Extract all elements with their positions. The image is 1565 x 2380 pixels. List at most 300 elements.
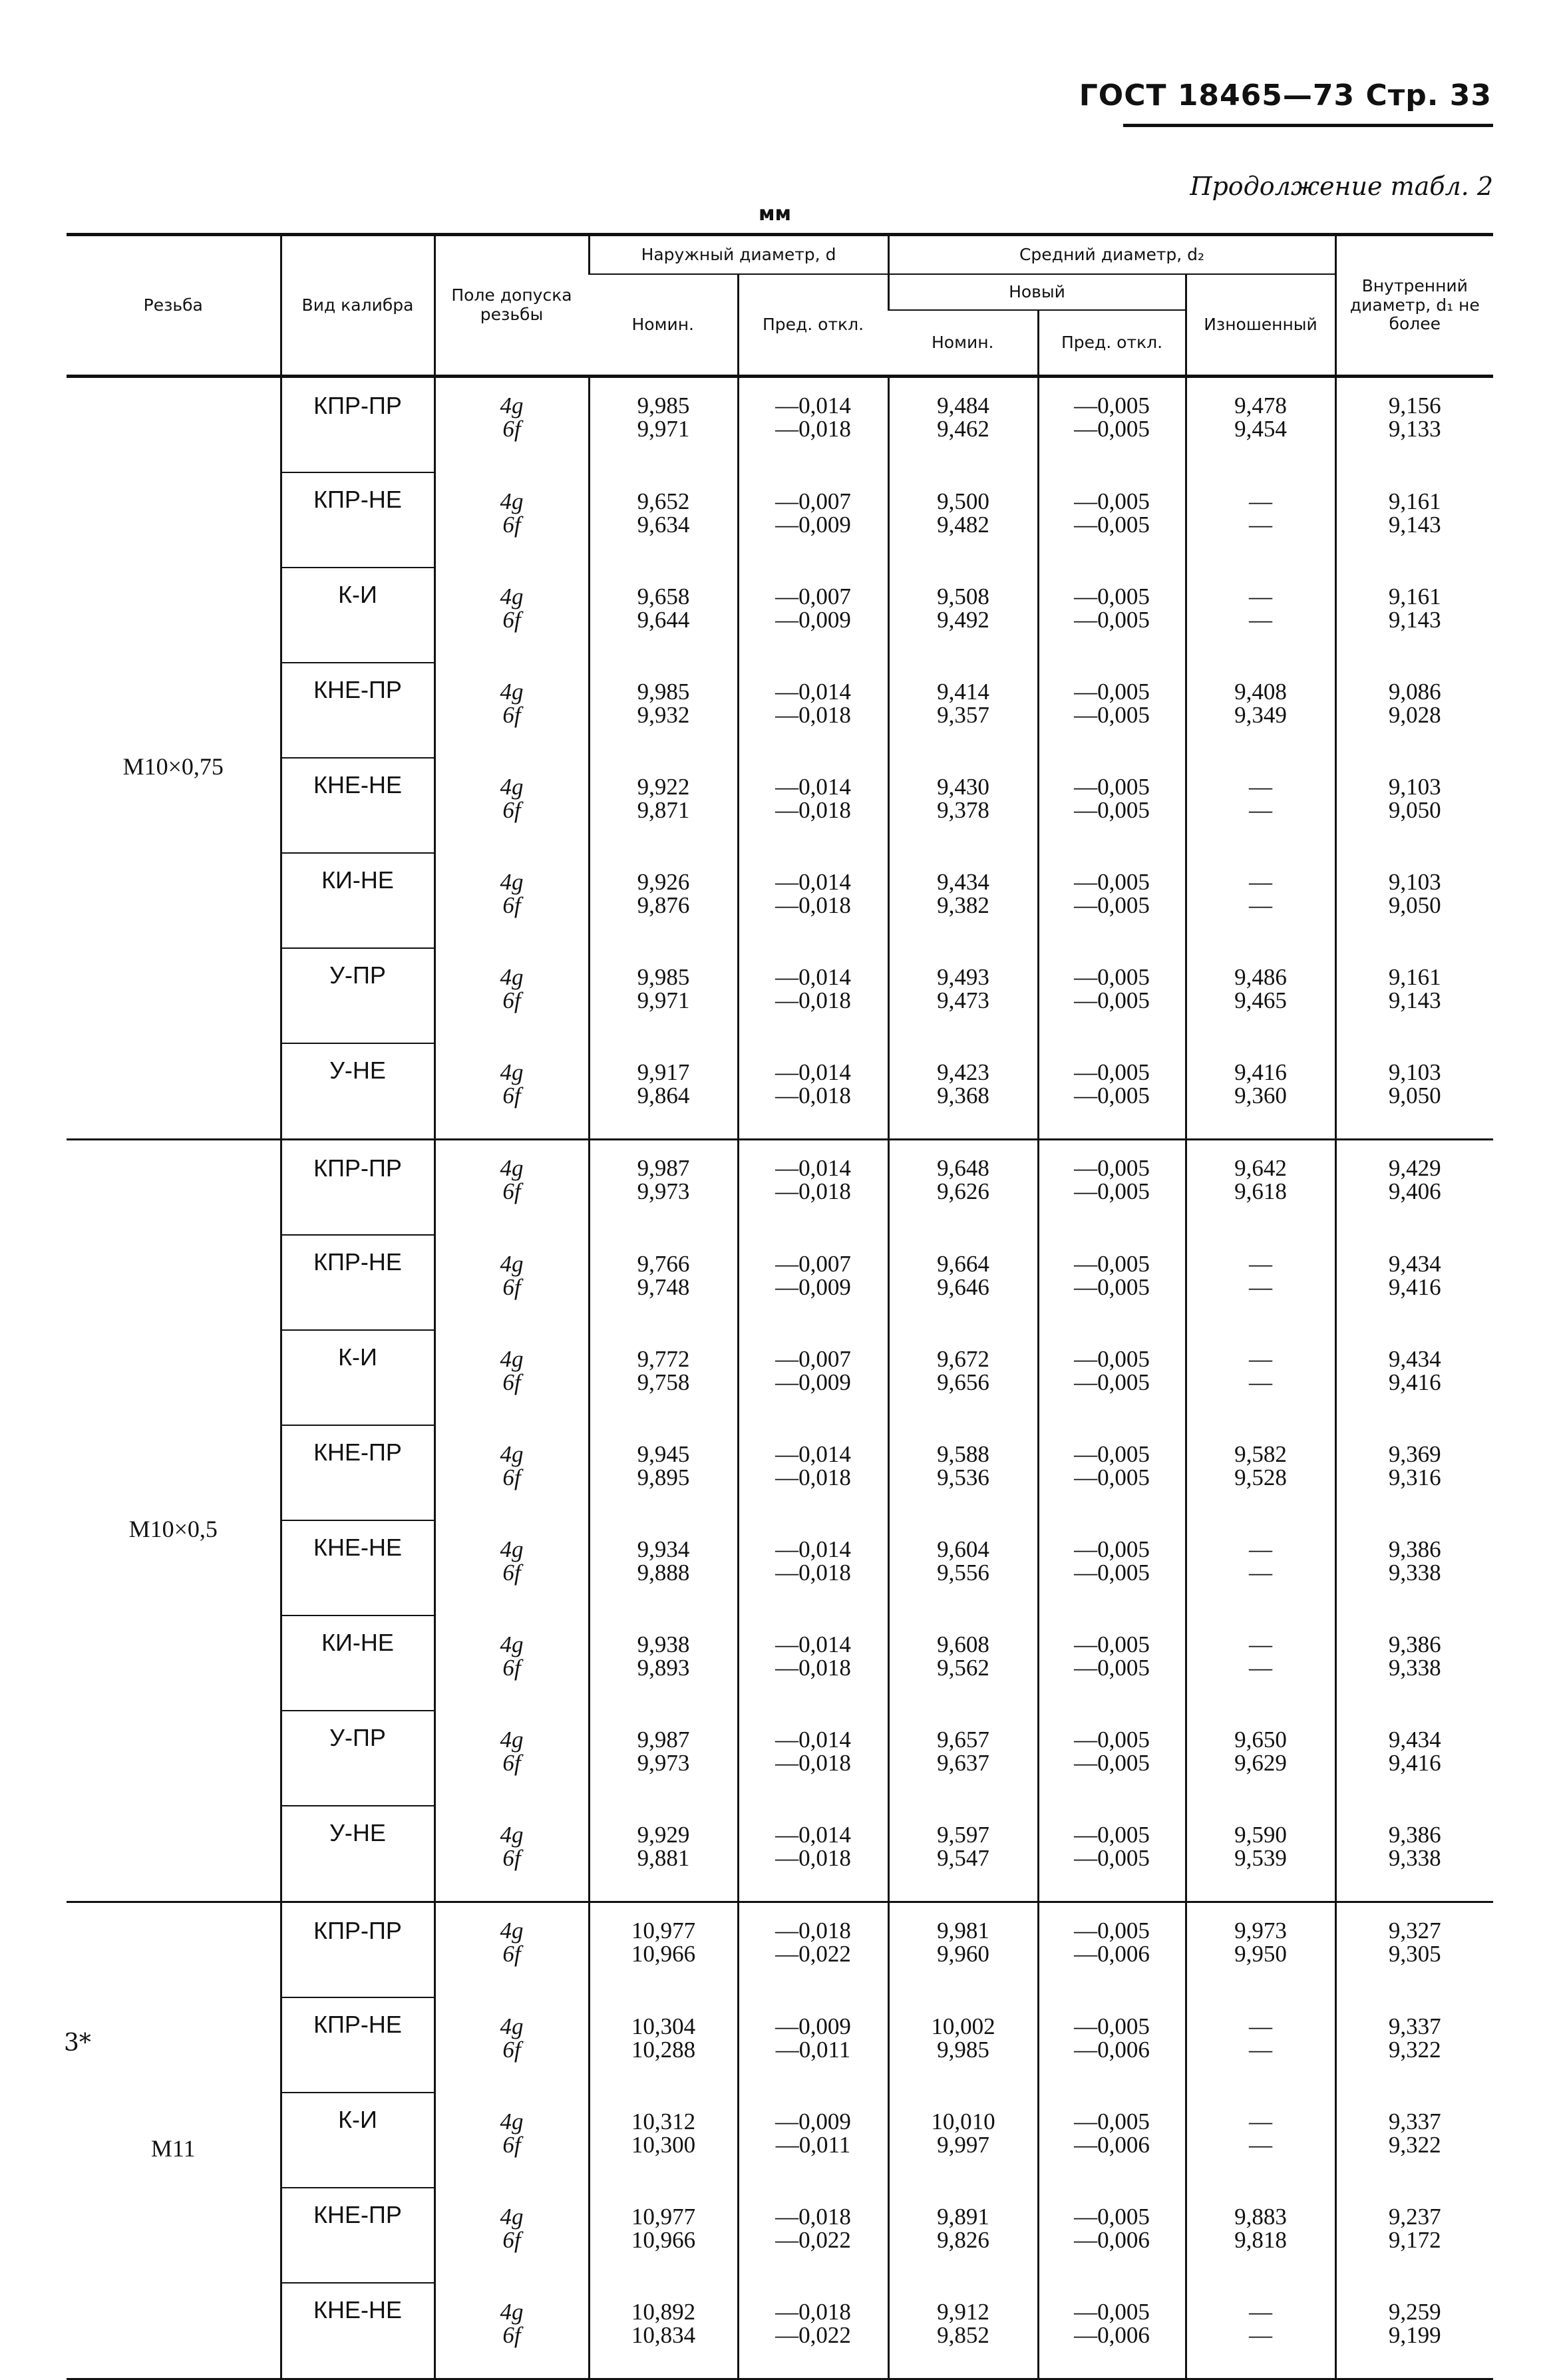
worn-diameter-cell-value: — [1249,1655,1273,1681]
gauge-type-cell: КНЕ-ПР [281,1425,435,1520]
table-row [67,568,1493,663]
gauge-type-cell: КНЕ-ПР [281,663,435,758]
outer-deviation-cell [738,1615,888,1711]
pitch-nominal-cell-value: 9,378 [937,797,989,823]
pitch-deviation-cell-value: —0,005 [1074,1178,1150,1204]
outer-nominal-cell [589,2188,738,2283]
outer-deviation-cell-value: —0,007 [775,488,851,514]
tolerance-cell-value: 4g [500,1346,524,1372]
worn-diameter-cell-value: — [1249,1274,1273,1300]
tolerance-cell-value: 6f [502,2037,521,2063]
outer-deviation-cell-value: —0,014 [775,1155,851,1181]
outer-nominal-cell-value: 10,892 [631,2299,696,2325]
outer-nominal-cell [589,1997,738,2093]
outer-nominal-cell-value: 9,987 [637,1155,690,1181]
col-header-outer-diameter: Наружный диаметр, d [589,235,888,275]
pitch-deviation-cell [1038,2188,1186,2283]
tolerance-cell-value: 4g [500,1631,524,1657]
worn-diameter-cell-value: 9,454 [1234,416,1287,442]
outer-nominal-cell-value: 9,871 [637,797,690,823]
gauge-type-cell: У-ПР [281,948,435,1043]
outer-deviation-cell-value: —0,009 [775,2109,851,2134]
outer-nominal-cell [589,1425,738,1520]
inner-diameter-cell-value: 9,322 [1388,2037,1441,2063]
worn-diameter-cell [1186,2188,1335,2283]
pitch-deviation-cell-value: —0,005 [1074,1845,1150,1871]
inner-diameter-cell-value: 9,386 [1388,1631,1441,1657]
gauge-type-cell: КПР-ПР [281,1140,435,1236]
thread-cell: M11 [67,1902,281,2379]
pitch-deviation-cell [1038,663,1186,758]
pitch-nominal-cell-value: 9,637 [937,1750,989,1776]
pitch-deviation-cell-value: —0,005 [1074,702,1150,728]
pitch-deviation-cell-value: —0,005 [1074,1918,1150,1944]
gauge-type-cell: КПР-НЕ [281,1997,435,2093]
pitch-nominal-cell [888,948,1038,1043]
pitch-nominal-cell [888,2283,1038,2379]
outer-nominal-cell-value: 10,304 [631,2013,696,2039]
pitch-deviation-cell-value: —0,005 [1074,1631,1150,1657]
pitch-deviation-cell-value: —0,005 [1074,1822,1150,1848]
outer-deviation-cell-value: —0,009 [775,1274,851,1300]
tolerance-cell-value: 4g [500,679,524,705]
col-header-worn: Изношенный [1186,274,1335,377]
inner-diameter-cell-value: 9,086 [1388,679,1441,705]
tolerance-cell [435,1997,589,2093]
outer-nominal-cell-value: 10,966 [631,1941,696,1967]
outer-deviation-cell-value: —0,014 [775,679,851,705]
inner-diameter-cell [1335,1235,1493,1330]
inner-diameter-cell-value: 9,133 [1388,416,1441,442]
outer-nominal-cell-value: 9,934 [637,1536,690,1562]
tolerance-cell-value: 4g [500,1155,524,1181]
outer-deviation-cell-value: —0,014 [775,964,851,990]
worn-diameter-cell-value: 9,973 [1234,1918,1287,1944]
tolerance-cell-value: 4g [500,2299,524,2325]
outer-nominal-cell-value: 9,973 [637,1178,690,1204]
gauge-type-cell: КНЕ-НЕ [281,1520,435,1615]
outer-nominal-cell [589,377,738,473]
pitch-nominal-cell-value: 9,985 [937,2037,989,2063]
table-row [67,1043,1493,1140]
inner-diameter-cell-value: 9,103 [1388,1059,1441,1085]
outer-nominal-cell-value: 10,977 [631,1918,696,1944]
outer-nominal-cell-value: 9,876 [637,892,690,918]
gauge-type-cell: У-НЕ [281,1806,435,1902]
inner-diameter-cell [1335,1330,1493,1425]
pitch-deviation-cell-value: —0,006 [1074,1941,1150,1967]
outer-deviation-cell-value: —0,014 [775,1727,851,1753]
inner-diameter-cell-value: 9,103 [1388,869,1441,895]
worn-diameter-cell-value: 9,408 [1234,679,1287,705]
tolerance-cell [435,1425,589,1520]
outer-nominal-cell [589,1806,738,1902]
tolerance-cell-value: 4g [500,1536,524,1562]
inner-diameter-cell [1335,1140,1493,1236]
tolerance-cell-value: 6f [502,1083,521,1108]
pitch-deviation-cell [1038,1425,1186,1520]
worn-diameter-cell-value: 9,528 [1234,1464,1287,1490]
pitch-deviation-cell-value: —0,005 [1074,987,1150,1013]
pitch-nominal-cell [888,1043,1038,1140]
outer-deviation-cell-value: —0,018 [775,892,851,918]
outer-deviation-cell-value: —0,014 [775,393,851,419]
outer-deviation-cell-value: —0,018 [775,987,851,1013]
table-row [67,1997,1493,2093]
outer-deviation-cell-value: —0,022 [775,2322,851,2348]
outer-nominal-cell [589,853,738,948]
pitch-deviation-cell [1038,1711,1186,1806]
pitch-nominal-cell-value: 9,656 [937,1369,989,1395]
outer-nominal-cell [589,1902,738,1998]
pitch-deviation-cell [1038,1520,1186,1615]
pitch-deviation-cell-value: —0,005 [1074,607,1150,633]
pitch-nominal-cell-value: 9,556 [937,1560,989,1586]
tolerance-cell-value: 6f [502,607,521,633]
outer-deviation-cell-value: —0,014 [775,869,851,895]
unit-label: мм [759,202,792,226]
worn-diameter-cell-value: — [1249,488,1273,514]
outer-nominal-cell [589,663,738,758]
tolerance-cell [435,1235,589,1330]
outer-deviation-cell [738,853,888,948]
tolerance-cell-value: 6f [502,1178,521,1204]
pitch-deviation-cell-value: —0,005 [1074,1536,1150,1562]
pitch-nominal-cell-value: 9,368 [937,1083,989,1108]
pitch-deviation-cell-value: —0,005 [1074,1059,1150,1085]
pitch-deviation-cell-value: —0,005 [1074,1464,1150,1490]
worn-diameter-cell-value: — [1249,2132,1273,2158]
outer-deviation-cell-value: —0,018 [775,797,851,823]
outer-nominal-cell [589,948,738,1043]
outer-deviation-cell-value: —0,022 [775,2227,851,2253]
inner-diameter-cell-value: 9,143 [1388,607,1441,633]
outer-deviation-cell [738,948,888,1043]
worn-diameter-cell-value: 9,360 [1234,1083,1287,1108]
tolerance-cell-value: 4g [500,774,524,800]
pitch-deviation-cell-value: —0,006 [1074,2132,1150,2158]
tolerance-cell-value: 4g [500,1822,524,1848]
tolerance-cell-value: 4g [500,393,524,419]
table-row [67,1806,1493,1902]
col-header-pitch-nominal: Номин. [888,310,1038,377]
table-row [67,1235,1493,1330]
tolerance-cell-value: 4g [500,1727,524,1753]
worn-diameter-cell [1186,1140,1335,1236]
inner-diameter-cell [1335,758,1493,853]
pitch-deviation-cell-value: —0,005 [1074,2013,1150,2039]
worn-diameter-cell [1186,1997,1335,2093]
tolerance-cell [435,377,589,473]
inner-diameter-cell-value: 9,028 [1388,702,1441,728]
pitch-nominal-cell-value: 9,500 [937,488,989,514]
tolerance-cell-value: 6f [502,1750,521,1776]
inner-diameter-cell-value: 9,416 [1388,1369,1441,1395]
pitch-nominal-cell-value: 9,912 [937,2299,989,2325]
worn-diameter-cell [1186,1902,1335,1998]
pitch-nominal-cell [888,472,1038,568]
pitch-nominal-cell-value: 9,597 [937,1822,989,1848]
outer-deviation-cell-value: —0,014 [775,1441,851,1467]
table-row [67,1425,1493,1520]
inner-diameter-cell-value: 9,337 [1388,2013,1441,2039]
outer-deviation-cell-value: —0,009 [775,512,851,538]
pitch-deviation-cell-value: —0,005 [1074,1441,1150,1467]
pitch-nominal-cell-value: 9,473 [937,987,989,1013]
tolerance-cell [435,1711,589,1806]
outer-nominal-cell-value: 9,864 [637,1083,690,1108]
thread-cell: M10×0,5 [67,1140,281,1902]
inner-diameter-cell [1335,2093,1493,2188]
gauge-type-cell: У-ПР [281,1711,435,1806]
outer-deviation-cell [738,758,888,853]
tolerance-cell-value: 6f [502,1845,521,1871]
tolerance-cell [435,1806,589,1902]
pitch-nominal-cell [888,1615,1038,1711]
pitch-deviation-cell-value: —0,005 [1074,584,1150,609]
worn-diameter-cell-value: — [1249,584,1273,609]
outer-deviation-cell-value: —0,018 [775,702,851,728]
worn-diameter-cell [1186,948,1335,1043]
tolerance-cell-value: 6f [502,1941,521,1967]
pitch-nominal-cell [888,1806,1038,1902]
tolerance-cell-value: 6f [502,512,521,538]
pitch-nominal-cell-value: 9,997 [937,2132,989,2158]
tolerance-cell [435,663,589,758]
pitch-deviation-cell-value: —0,005 [1074,797,1150,823]
tolerance-cell [435,758,589,853]
gauge-type-cell: КПР-ПР [281,377,435,473]
pitch-deviation-cell [1038,1997,1186,2093]
worn-diameter-cell-value: — [1249,607,1273,633]
col-header-new: Новый [888,274,1186,310]
inner-diameter-cell-value: 9,259 [1388,2299,1441,2325]
tolerance-cell-value: 6f [502,2322,521,2348]
pitch-nominal-cell-value: 9,852 [937,2322,989,2348]
outer-deviation-cell [738,377,888,473]
inner-diameter-cell-value: 9,338 [1388,1560,1441,1586]
outer-deviation-cell [738,1140,888,1236]
worn-diameter-cell-value: — [1249,512,1273,538]
col-header-gauge-type: Вид калибра [281,235,435,377]
col-header-outer-nominal: Номин. [589,274,738,377]
outer-nominal-cell-value: 9,895 [637,1464,690,1490]
worn-diameter-cell [1186,1043,1335,1140]
pitch-nominal-cell-value: 9,430 [937,774,989,800]
worn-diameter-cell [1186,568,1335,663]
pitch-nominal-cell [888,1520,1038,1615]
tolerance-cell [435,1902,589,1998]
outer-deviation-cell-value: —0,018 [775,1655,851,1681]
pitch-nominal-cell [888,1235,1038,1330]
tolerance-cell-value: 6f [502,1464,521,1490]
inner-diameter-cell [1335,1425,1493,1520]
outer-deviation-cell [738,1043,888,1140]
inner-diameter-cell [1335,853,1493,948]
outer-nominal-cell-value: 9,971 [637,987,690,1013]
pitch-nominal-cell-value: 9,357 [937,702,989,728]
worn-diameter-cell [1186,2283,1335,2379]
outer-nominal-cell-value: 10,834 [631,2322,696,2348]
worn-diameter-cell-value: 9,486 [1234,964,1287,990]
tolerance-cell [435,2188,589,2283]
outer-nominal-cell-value: 9,922 [637,774,690,800]
pitch-nominal-cell-value: 9,608 [937,1631,989,1657]
outer-deviation-cell-value: —0,018 [775,1560,851,1586]
pitch-deviation-cell-value: —0,005 [1074,393,1150,419]
tolerance-cell-value: 6f [502,702,521,728]
outer-deviation-cell-value: —0,011 [775,2132,851,2158]
worn-diameter-cell-value: — [1249,2299,1273,2325]
outer-nominal-cell-value: 9,766 [637,1251,690,1277]
outer-deviation-cell-value: —0,014 [775,1822,851,1848]
pitch-nominal-cell-value: 9,981 [937,1918,989,1944]
outer-deviation-cell-value: —0,018 [775,1083,851,1108]
col-header-pitch-diameter: Средний диаметр, d₂ [888,235,1335,275]
table-continuation-note: Продолжение табл. 2 [1190,172,1493,201]
tolerance-cell [435,853,589,948]
tolerance-cell-value: 4g [500,584,524,609]
pitch-deviation-cell [1038,377,1186,473]
pitch-deviation-cell-value: —0,005 [1074,679,1150,705]
outer-nominal-cell-value: 9,634 [637,512,690,538]
tolerance-cell-value: 6f [502,987,521,1013]
pitch-nominal-cell-value: 9,648 [937,1155,989,1181]
outer-nominal-cell [589,1235,738,1330]
gauge-type-cell: КПР-ПР [281,1902,435,1998]
pitch-nominal-cell-value: 9,826 [937,2227,989,2253]
worn-diameter-cell-value: — [1249,869,1273,895]
pitch-nominal-cell-value: 9,492 [937,607,989,633]
inner-diameter-cell-value: 9,337 [1388,2109,1441,2134]
outer-deviation-cell-value: —0,018 [775,1178,851,1204]
pitch-nominal-cell [888,1330,1038,1425]
inner-diameter-cell [1335,1043,1493,1140]
tolerance-cell-value: 6f [502,416,521,442]
inner-diameter-cell-value: 9,161 [1388,964,1441,990]
pitch-nominal-cell [888,853,1038,948]
worn-diameter-cell-value: — [1249,892,1273,918]
gauge-type-cell: КНЕ-НЕ [281,2283,435,2379]
inner-diameter-cell-value: 9,406 [1388,1178,1441,1204]
table-row [67,472,1493,568]
pitch-nominal-cell-value: 9,508 [937,584,989,609]
outer-deviation-cell [738,1902,888,1998]
tolerance-cell [435,1615,589,1711]
worn-diameter-cell [1186,472,1335,568]
gauge-type-cell: У-НЕ [281,1043,435,1140]
outer-nominal-cell-value: 9,971 [637,416,690,442]
outer-deviation-cell-value: —0,018 [775,416,851,442]
worn-diameter-cell-value: — [1249,2037,1273,2063]
worn-diameter-cell [1186,1711,1335,1806]
tolerance-cell-value: 4g [500,2013,524,2039]
outer-nominal-cell-value: 9,758 [637,1369,690,1395]
outer-nominal-cell [589,1615,738,1711]
pitch-nominal-cell-value: 9,960 [937,1941,989,1967]
outer-deviation-cell-value: —0,018 [775,1845,851,1871]
pitch-nominal-cell-value: 9,382 [937,892,989,918]
outer-nominal-cell-value: 9,938 [637,1631,690,1657]
tolerance-cell-value: 6f [502,1655,521,1681]
pitch-deviation-cell [1038,1140,1186,1236]
outer-deviation-cell [738,1997,888,2093]
outer-deviation-cell-value: —0,009 [775,607,851,633]
inner-diameter-cell-value: 9,327 [1388,1918,1441,1944]
worn-diameter-cell-value: 9,883 [1234,2204,1287,2230]
pitch-deviation-cell-value: —0,005 [1074,1750,1150,1776]
pitch-deviation-cell [1038,568,1186,663]
worn-diameter-cell-value: 9,629 [1234,1750,1287,1776]
pitch-deviation-cell [1038,758,1186,853]
outer-nominal-cell [589,472,738,568]
pitch-nominal-cell-value: 9,423 [937,1059,989,1085]
gauge-type-cell: КПР-НЕ [281,1235,435,1330]
outer-deviation-cell-value: —0,018 [775,1750,851,1776]
pitch-nominal-cell-value: 9,891 [937,2204,989,2230]
pitch-nominal-cell-value: 9,536 [937,1464,989,1490]
inner-diameter-cell-value: 9,429 [1388,1155,1441,1181]
worn-diameter-cell [1186,1520,1335,1615]
tolerance-cell-value: 6f [502,1369,521,1395]
inner-diameter-cell-value: 9,338 [1388,1845,1441,1871]
worn-diameter-cell-value: — [1249,797,1273,823]
pitch-nominal-cell [888,568,1038,663]
inner-diameter-cell-value: 9,338 [1388,1655,1441,1681]
tolerance-cell-value: 4g [500,964,524,990]
pitch-deviation-cell-value: —0,005 [1074,1655,1150,1681]
outer-nominal-cell-value: 9,985 [637,964,690,990]
header-rule [1123,124,1493,127]
col-header-thread: Резьба [67,235,281,377]
tolerance-cell-value: 6f [502,797,521,823]
worn-diameter-cell [1186,853,1335,948]
pitch-deviation-cell-value: —0,005 [1074,416,1150,442]
worn-diameter-cell-value: 9,642 [1234,1155,1287,1181]
outer-nominal-cell-value: 9,985 [637,393,690,419]
worn-diameter-cell [1186,377,1335,473]
outer-nominal-cell-value: 9,926 [637,869,690,895]
pitch-nominal-cell [888,1997,1038,2093]
inner-diameter-cell [1335,2188,1493,2283]
outer-deviation-cell [738,2188,888,2283]
outer-nominal-cell-value: 9,652 [637,488,690,514]
outer-deviation-cell [738,472,888,568]
pitch-deviation-cell [1038,853,1186,948]
worn-diameter-cell-value: 9,950 [1234,1941,1287,1967]
gauge-type-cell: К-И [281,568,435,663]
gauge-type-cell: К-И [281,2093,435,2188]
worn-diameter-cell-value: 9,590 [1234,1822,1287,1848]
inner-diameter-cell-value: 9,386 [1388,1822,1441,1848]
outer-nominal-cell-value: 9,973 [637,1750,690,1776]
pitch-deviation-cell-value: —0,005 [1074,1155,1150,1181]
inner-diameter-cell-value: 9,161 [1388,584,1441,609]
inner-diameter-cell-value: 9,237 [1388,2204,1441,2230]
outer-nominal-cell-value: 9,932 [637,702,690,728]
outer-nominal-cell-value: 9,987 [637,1727,690,1753]
inner-diameter-cell-value: 9,103 [1388,774,1441,800]
gauge-type-cell: К-И [281,1330,435,1425]
worn-diameter-cell-value: 9,349 [1234,702,1287,728]
inner-diameter-cell-value: 9,416 [1388,1750,1441,1776]
worn-diameter-cell [1186,1425,1335,1520]
inner-diameter-cell [1335,1902,1493,1998]
outer-nominal-cell-value: 9,929 [637,1822,690,1848]
worn-diameter-cell [1186,2093,1335,2188]
inner-diameter-cell [1335,568,1493,663]
pitch-deviation-cell-value: —0,005 [1074,1560,1150,1586]
